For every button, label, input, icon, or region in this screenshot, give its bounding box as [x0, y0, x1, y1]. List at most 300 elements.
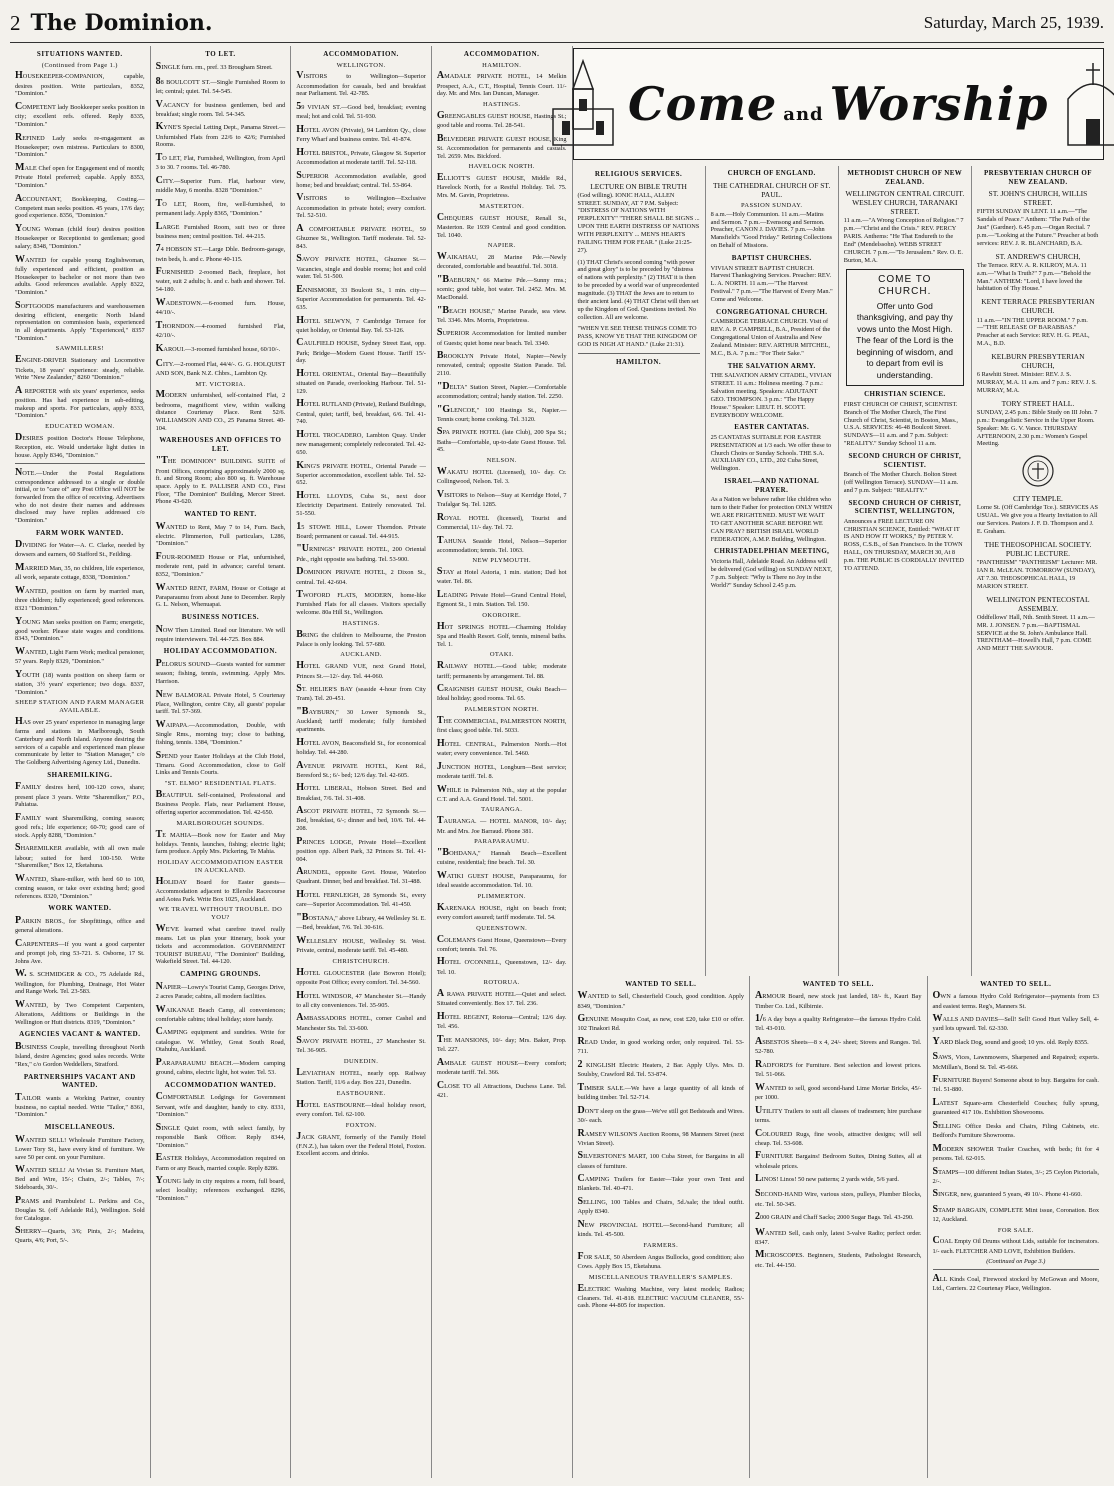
- classified-ad: REFINED Lady seeks re-engagement as Housekeeper; own mistress. Particulars to 8300, "Dominion.": [15, 131, 145, 159]
- church-text: FIFTH SUNDAY IN LENT. 11 a.m.—"The Sandals of Peace." Anthem: "The Path of the Just" (Gardner). 6.45 p.m.—Organ Recital. 7 p.m.—"Looking at the Future." Preacher at both services: REV. J. R. BLANCHARD, B.A.: [976, 208, 1099, 247]
- section-heading: BUSINESS NOTICES.: [181, 613, 260, 622]
- classified-ad: STAMP BARGAIN, COMPLETE Mint issue, Coronation. Box 12, Auckland.: [932, 1203, 1099, 1223]
- classified-ad: WANTED SELL! Wholesale Furniture Factory, Lower Tory St., have every kind of furniture. We save 50 per cent. on your Furniture.: [15, 1133, 145, 1161]
- classified-ad: ELECTRIC Washing Machine, very latest models; Radios; Cleaners. Tel. 41-818. ELECTRIC VACUUM CLEANER, 55/- cash. Phone 44-805 for inspection.: [577, 1282, 744, 1310]
- page-number: 2: [10, 11, 21, 35]
- column-wanted-to-sell-3: [928, 976, 1105, 1478]
- issue-date: Saturday, March 25, 1939.: [923, 13, 1104, 32]
- accommodation-ad: TAHUNA Seaside Hotel, Nelson—Superior accommodation; tennis. Tel. 1063.: [436, 534, 567, 554]
- section-heading: ACCOMMODATION.: [323, 50, 399, 58]
- town-heading: MASTERTON.: [479, 202, 525, 210]
- classified-ad: W. S. SCHMIDGER & CO., 75 Adelaide Rd., Wellington, for Plumbing, Drainage, Hot Water and Range Work. Tel. 23-583.: [15, 968, 145, 996]
- classified-ad: THORNDON.—4-roomed furnished Flat, 42/10/-.: [155, 319, 286, 339]
- church-name: WELLINGTON PENTECOSTAL ASSEMBLY.: [986, 594, 1090, 613]
- accommodation-ad: VISITORS to Wellington—Exclusive Accommodation in private hotel; every comfort. Tel. 52-510.: [296, 192, 426, 220]
- accommodation-ad: HOTEL LLOYDS, Cuba St., next door Electricity Department. Entirely renovated. Tel. 51-550.: [296, 490, 426, 517]
- classified-ad: EASTER Holidays, Accommodation required on Farm or any Beach, married couple. Reply 8286.: [155, 1152, 286, 1172]
- section-heading: WORK WANTED.: [48, 904, 112, 913]
- section-heading: WANTED TO SELL.: [980, 979, 1052, 988]
- accommodation-ad: VISITORS to Wellington—Superior Accommodation for casuals, bed and breakfast near Parliament. Tel. 42-785.: [296, 70, 426, 98]
- classified-ad: SILVERSTONE'S MART, 100 Cuba Street, for Bargains in all classes of furniture.: [577, 1150, 744, 1170]
- accommodation-ad: TWOFORD FLATS, MODERN, home-like Furnished Flats for all classes. Visitors specially welcome. 80a Hill St., Wellington.: [296, 589, 426, 617]
- accommodation-ad: CHEQUERS GUEST HOUSE, Renall St., Masterton. Re 1939 Central and good condition. Tel. 1040.: [436, 211, 567, 239]
- accommodation-ad: HOTEL EASTBOURNE—Ideal holiday resort, every comfort. Tel. 62-100.: [296, 1098, 426, 1118]
- accommodation-ad: AMBASSADORS HOTEL, corner Cashel and Manchester Sts. Tel. 33-600.: [296, 1012, 426, 1032]
- classified-ad: ARMOUR Board, new stock just landed, 18/- ft., Kauri Bay Timber Co. Ltd., Kilbirnie.: [755, 990, 922, 1010]
- town-heading: AUCKLAND.: [340, 651, 382, 659]
- accommodation-ad: CLOSE TO all Attractions, Duchess Lane. Tel. 421.: [436, 1079, 567, 1099]
- classified-ad: FOR SALE, 50 Aberdeen Angus Bullocks, good condition; also Cows. Apply Box 15, Eketahuna.: [577, 1250, 744, 1270]
- classified-ad: SELLING Office Desks and Chairs, Filing Cabinets, etc. Bedford's Furniture Showrooms.: [932, 1119, 1099, 1140]
- accommodation-ad: WAIKAHAU, 28 Marine Pde.—Newly decorated, comfortable and beautiful. Tel. 3018.: [436, 251, 567, 271]
- classified-ad: 88 BOULCOTT ST.—Single Furnished Room to let; central; quiet. Tel. 54-545.: [155, 75, 286, 95]
- church-text: The Terrace. REV. A. R. KILROY, M.A. 11 a.m.—"What Is Truth?" 7 p.m.—"Behold the Man." ANTHEM: "Lord, I have loved the habitation of Thy House.": [976, 261, 1091, 293]
- accommodation-ad: "BAEBURN," 66 Marine Pde.—Sunny rms.; scenic; good table, hot water. Tel. 2452. Mrs. M. MacDonald.: [436, 273, 567, 301]
- church-text: 8 a.m.—Holy Communion. 11 a.m.—Matins and Sermon. 7 p.m.—Evensong and Sermon. Preacher, CANON J. DAVIES. 7 p.m.—John Mansfield's "Good Friday." Retiring Collections on Behalf of Missions.: [710, 210, 833, 250]
- accommodation-ad: HOTEL GLOUCESTER (late Bowron Hotel); opposite Post Office; every comfort. Tel. 34-560.: [296, 966, 426, 986]
- classified-ad: TO LET, Flat, Furnished, Wellington, from April 3 to 30. 7 rooms. Tel. 46-780.: [155, 151, 286, 172]
- accommodation-ad: HOTEL O'CONNELL, Queenstown, 12/- day. Tel. 10.: [436, 956, 567, 976]
- classified-ad: NEW BALMORAL Private Hotel, 5 Courtenay Place, Wellington, centre City, all guests' popular tariff. Tel. 57-369.: [155, 688, 286, 716]
- classified-ad: YOUNG Man seeks position on Farm; energetic, good worker. Please state wages and conditions. 8343, "Dominion.": [15, 615, 145, 643]
- classified-ad: UTILITY Trailers to suit all classes of tradesmen; hire purchase terms.: [755, 1104, 922, 1124]
- classified-ad: HAS over 25 years' experience in managing large farms and stations in Marlborough, South Canterbury and North Island. Anyone desiring the services of a capable and experienced man please communicate by letter to "Station Manager," c/o The Goldberg Advertising Agency Ltd., Dunedin.: [15, 716, 145, 767]
- classified-ad: BEAUTIFUL Self-contained, Professional and Business People. Flats, near Parliament House, offering superior accommodation. Tel. 42-650.: [155, 789, 286, 816]
- accommodation-ad: GREENGABLES GUEST HOUSE, Hastings St.; good table and rooms. Tel. 28-541.: [436, 109, 567, 130]
- worship-title-word: Come: [628, 77, 778, 131]
- classified-ad: WANTED for capable young Englishwoman, fully experienced and efficient, position as Housekeeper to bachelor or not more than two adults. Good references available. Apply 8322, "Dominion.": [15, 253, 145, 296]
- section-heading: WANTED TO SELL.: [802, 979, 874, 988]
- classified-ad: WANTED, position on farm by married man, three children; fully experienced; good references. 8321 "Dominion.": [15, 584, 145, 612]
- town-heading: HAMILTON.: [482, 61, 522, 69]
- church-name: LECTURE ON BIBLE TRUTH: [590, 181, 687, 191]
- church-text: 11 a.m.—"IN THE UPPER ROOM." 7 p.m.—"THE RELEASE OF BARABBAS." Preacher at each Service: REV. H. G. PEAL, M.A., B.D.: [976, 316, 1090, 348]
- ad-heading: FOR SALE.: [997, 1226, 1034, 1234]
- accommodation-ad: "GLENCOE," 100 Hastings St., Napier.—Tennis court; home cooking. Tel. 3120.: [436, 403, 567, 423]
- classified-ad: WANTED, Light Farm Work; medical pensioner, 57 years. Reply 8329, "Dominion.": [15, 646, 145, 666]
- classified-ad: TAILOR wants a Working Partner, country business, no capital needed. Write "Tailor," 8361, "Dominion.": [15, 1091, 145, 1119]
- classified-ad: COLOURED Rugs, fine wools, attractive designs; will sell cheap. Tel. 53-608.: [755, 1127, 922, 1147]
- church-text: 25 CANTATAS SUITABLE FOR EASTER PRESENTATION at 1/3 each. We offer these to Church Choirs or Sunday Schools. THE S.A. AUXILIARY CO., LTD., 202 Cuba Street, Wellington.: [710, 433, 832, 473]
- accommodation-ad: ARUNDEL, opposite Govt. House, Waterloo Quadrant. Dinner, bed and breakfast. Tel. 31-488.: [296, 866, 426, 886]
- column-religious-services: [573, 166, 706, 976]
- accommodation-ad: CRAIGNISH GUEST HOUSE, Otaki Beach—Ideal holiday; good rooms. Tel. 65.: [436, 683, 567, 703]
- town-heading: HASTINGS.: [483, 100, 521, 108]
- church-text: (1) THAT Christ's second coming "with power and great glory" is to be preceded by "distress of nations with perplexity." (2) THAT it is then to be preceded by a world war of unprecedented magnitude. (3) THAT the Jews are to return to their ancient land. (4) THAT Christ will then set up the Kingdom of God. Questions invited. No collection. All are welcome.: [577, 258, 699, 321]
- accommodation-ad: HOTEL RUTLAND (Private), Rutland Buildings, Central, quiet; tariff, bed, breakfast, 6/6. Tel. 41-740.: [296, 398, 426, 426]
- town-heading: NEW PLYMOUTH.: [472, 557, 531, 565]
- church-text: "WHEN YE SEE THESE THINGS COME TO PASS, KNOW YE THAT THE KINGDOM OF GOD IS NIGH AT HAND." (Luke 21:31).: [577, 325, 698, 349]
- accommodation-ad: KARENAKA HOUSE, right on beach front; every comfort assured; tariff moderate. Tel. 54.: [436, 901, 567, 921]
- masthead: [10, 4, 1104, 43]
- church-text: SUNDAY, 2.45 p.m.: Bible Study on III John. 7 p.m.: Evangelistic Service in the Upper Room. Speaker: Mr. G. V. Vance. THURSDAY AFTERNOON, 2.30 p.m.: Women's Gospel Meeting.: [976, 408, 1098, 448]
- accommodation-ad: HOTEL SELWYN, 7 Cambridge Terrace for quiet holiday, or Oriental Bay. Tel. 53-126.: [296, 314, 426, 334]
- accommodation-ad: AMBALE GUEST HOUSE—Every comfort; moderate tariff. Tel. 366.: [436, 1056, 567, 1076]
- classified-ad: HOUSEKEEPER-COMPANION, capable, desires position. Write particulars, 8352, "Dominion.": [15, 70, 145, 98]
- classified-ad: GENUINE Mosquito Coat, as new, cost £20, take £10 or offer. 102 Tinakori Rd.: [577, 1013, 744, 1033]
- section-heading: WAREHOUSES AND OFFICES TO LET.: [159, 436, 282, 453]
- church-name: CITY TEMPLE.: [1012, 494, 1063, 504]
- classified-ad: READ Under, in good working order, only required. Tel. 53-711.: [577, 1036, 744, 1056]
- accommodation-ad: "BAYBURN," 30 Lower Symonds St., Auckland; tariff moderate; fully furnished apartments.: [296, 706, 426, 733]
- accommodation-ad: ASCOT PRIVATE HOTEL, 72 Symonds St.—Bed, breakfast, 6/-; dinner and bed, 10/6. Tel. 44-208.: [296, 805, 426, 833]
- ad-heading: EDUCATED WOMAN.: [45, 423, 115, 431]
- accommodation-ad: JUNCTION HOTEL, Longburn—Best service; moderate tariff. Tel. 8.: [436, 760, 567, 780]
- church-text: 11 a.m.—"A Wrong Conception of Religion." 7 p.m.—"Christ and the Crisis." REV. PERCY PARIS. Anthems: "He That Endureth to the End" (Mendelssohn). WEBB STREET CHURCH. 7 p.m.—"To Jerusalem." Rev. O. E. Burton, M.A.: [843, 217, 964, 264]
- worship-title: [628, 77, 1048, 131]
- church-text: "PANTHEISM" "PANTHEISM" Lecturer: MR. IAN R. McLEAN. TOMORROW (SUNDAY), AT 7.30. THEOSOPHICAL HALL, 19 MARION STREET.: [976, 559, 1098, 590]
- classified-ad: FAMILY want Sharemilking, coming season; good refs.; life experience; 60-70; good care of stock. Apply 8288, "Dominion.": [15, 811, 145, 839]
- classified-ad: SINGER, new, guaranteed 5 years, 49 10/-. Phone 41-660.: [932, 1188, 1082, 1200]
- church-name: ST. ANDREW'S CHURCH,: [995, 251, 1081, 261]
- column-accommodation-1: [291, 46, 432, 1478]
- town-heading: PARAPARAUMU.: [474, 838, 530, 846]
- classified-ad: WANTED RENT, FARM, House or Cottage at Paraparaumu from about June to December. Reply G. L. Nelson, Whenuapai.: [155, 581, 286, 609]
- classified-ad: CITY.—Superior Furn. Flat, harbour view, middle May, 6 months. 8328 "Dominion.": [155, 174, 286, 195]
- continued-note: (Continued on Page 3.): [986, 1258, 1046, 1266]
- section-heading: HAMILTON.: [615, 358, 662, 366]
- ad-heading: MT. VICTORIA.: [195, 380, 246, 388]
- accommodation-ad: KING'S PRIVATE HOTEL, Oriental Parade — Superior accommodation, excellent table. Tel. 52-652.: [296, 459, 426, 487]
- town-heading: OKOROIRE.: [482, 612, 522, 620]
- postal-notice: NOTE.—Under the Postal Regulations correspondence addressed to a single or double initial, or to "care of" any Post Office will NOT be forwarded from the office of receiving. Advertisers who do not desire their names and addresses disclosed may have replies addressed c/o "Dominion.": [15, 466, 145, 525]
- classified-ad: WAIKANAE Beach Camp, all conveniences; comfortable cabins; ideal holiday; store handy.: [155, 1003, 286, 1023]
- accommodation-ad: BRING the children to Melbourne, the Preston Palace is only looking. Tel. 57-680.: [296, 628, 426, 648]
- classified-ad: COMFORTABLE Lodgings for Government Servant, wife and daughter, handy to city. 8331, "Dominion.": [155, 1091, 286, 1119]
- classified-ad: SPEND your Easter Holidays at the Club Hotel, Timaru. Good Accommodation, close to Golf Links and Tennis Courts.: [155, 749, 286, 777]
- town-heading: PLIMMERTON.: [477, 892, 526, 900]
- accommodation-ad: AMADALE PRIVATE HOTEL, 14 Melkin Prospect, A.A., C.T., Hospital, Tennis Court. 11/- day. Mr. and Mrs. Ian Duncan, Manager.: [436, 70, 567, 98]
- box-title: COME TO CHURCH.: [878, 273, 932, 297]
- section-heading: CHRISTADELPHIAN MEETING,: [714, 547, 830, 556]
- church-name: WELLINGTON CENTRAL CIRCUIT. WESLEY CHURCH, TARANAKI STREET.: [845, 189, 965, 217]
- accommodation-ad: JACK GRANT, formerly of the Family Hotel (F.N.Z.), has taken over the Federal Hotel, Foxton. Excellent accom. and drinks.: [296, 1130, 426, 1158]
- accommodation-ad: STAY at Hotel Astoria, 1 min. station; Dad hot water. Tel. 86.: [436, 566, 567, 586]
- classified-ad: WANTED SELL! At Vivian St. Furniture Mart, Bed and Wire, 15/-; Chairs, 2/-; Tables, 7/-; Sideboards, 30/-.: [15, 1164, 145, 1192]
- classified-ad: DESIRES position Doctor's House Telephone, Reception, etc. Would undertake light duties in house. Apply 8346, "Dominion.": [15, 431, 145, 459]
- section-heading: SITUATIONS WANTED.: [36, 50, 123, 58]
- classified-ad: SECOND-HAND Wire, various sizes, pulleys, Plumber Blocks, etc. Tel. 50-345.: [755, 1188, 922, 1208]
- section-heading: THE SALVATION ARMY.: [727, 361, 816, 370]
- classified-ad: SELLING, 100 Tables and Chairs, 5d./sale; the ideal outfit. Apply 8340.: [577, 1196, 744, 1216]
- section-heading: PRESBYTERIAN CHURCH OF NEW ZEALAND.: [983, 169, 1092, 186]
- accommodation-ad: SAVOY PRIVATE HOTEL, Ghuznee St.—Vacancies, single and double rooms; hot and cold water. Tel. 51-500.: [296, 253, 426, 281]
- classified-ad: RADFORD'S for Furniture. Best selection and lowest prices. Tel. 51-066.: [755, 1058, 922, 1079]
- ad-heading: MISCELLANEOUS TRAVELLER'S SAMPLES.: [588, 1273, 733, 1281]
- section-heading: BAPTIST CHURCHES.: [731, 254, 812, 263]
- accommodation-ad: "DELTA" Station Street, Napier.—Comfortable accommodation; central; handy station. Tel. 2250.: [436, 380, 567, 400]
- church-text: As a Nation we behave rather like children who turn to their Father for protection ONLY WHEN WE ARE FRIGHTENED. MUST WE WAIT TO GET ANOTHER SCARE BEFORE WE CAN PRAY? BRITISH ISRAEL WORLD FEDERATION, A.M.P. Building, Wellington.: [710, 496, 833, 543]
- church-illustration-icon: [548, 59, 618, 149]
- accommodation-ad: AVENUE PRIVATE HOTEL, Kent Rd., Beresford St.; 6/- bed; 12/6 day. Tel. 42-605.: [296, 759, 426, 779]
- classified-ad: MODERN unfurnished, self-contained Flat, 2 bedrooms, magnificent view, within walking distance Courtenay Place. Rent 52/6. WILLIAMSON AND CO., 25 Panama Street. 40-104.: [155, 389, 286, 432]
- column-presbyterian: [972, 166, 1104, 976]
- accommodation-ad: BELVEDERE PRIVATE GUEST HOUSE, King St. Accommodation for permanents and casuals. Tel. 2659. Mrs. Bickford.: [436, 132, 567, 160]
- church-text: Oddfellows' Hall, Nth. Smith Street. 11 a.m.—MR. J. JONSEN. 7 p.m.—BAPTISMAL SERVICE at the St. John's Ambulance Hall. TRENTHAM—Howell's Hall, 7 p.m. COME AND MEET THE SAVIOUR.: [976, 613, 1095, 653]
- accommodation-ad: ENNISMORE, 33 Boulcott St., 1 min. city—Superior Accommodation for permanents. Tel. 42-635.: [296, 284, 426, 311]
- accommodation-ad: COLEMAN'S Guest House, Queenstown—Every comfort; tennis. Tel. 76.: [436, 933, 567, 953]
- section-heading: AGENCIES VACANT & WANTED.: [19, 1030, 141, 1039]
- accommodation-ad: HOTEL AVON, Beaconsfield St., for economical holiday. Tel. 44-280.: [296, 736, 426, 756]
- classified-ad: FAMILY desires herd, 100-120 cows, share; present place 3 years. Write "Sharemilker," P.O., Pahiatua.: [15, 781, 145, 809]
- church-name: ST. JOHN'S CHURCH, WILLIS STREET.: [988, 189, 1088, 208]
- church-name: TORY STREET HALL.: [1001, 398, 1075, 408]
- classified-ad: COAL Empty Oil Drums without Lids, suitable for incinerators. 1/- each. FLETCHER AND LOVE, Exhibition Builders.: [932, 1235, 1099, 1255]
- accommodation-ad: HOT SPRINGS HOTEL—Charming Holiday Spa and Health Resort. Golf, tennis, mineral baths. Tel. 1.: [436, 620, 567, 648]
- section-subheading: (Continued from Page 1.): [41, 61, 118, 69]
- classified-ad: FOUR-ROOMED House or Flat, unfurnished, moderate rent, paid in advance; careful tenant. 8352, "Dominion.": [155, 551, 286, 578]
- divider: [933, 1269, 1100, 1270]
- classified-ad: FURNITURE Buyers! Someone about to buy. Bargains for cash. Tel. 51-880.: [932, 1074, 1099, 1094]
- town-heading: QUEENSTOWN.: [476, 924, 528, 932]
- accommodation-ad: THE COMMERCIAL, PALMERSTON NORTH, first class; good table. Tel. 5033.: [436, 715, 567, 735]
- divider: [578, 353, 700, 354]
- accommodation-ad: HOTEL BRISTOL, Private, Glasgow St. Superior Accommodation at moderate tariff. Tel. 52-118.: [296, 146, 426, 166]
- worship-title-word: Worship: [829, 77, 1049, 131]
- town-heading: HAVELOCK NORTH.: [468, 163, 535, 171]
- accommodation-ad: WELLESLEY HOUSE, Wellesley St. West. Private, central, moderate tariff. Tel. 45-480.: [296, 934, 426, 955]
- church-text: Victoria Hall, Adelaide Road. An Address will be delivered (God willing) on SUNDAY NEXT, 7 p.m. Subject: "Why is There no Joy in the World?" Sunday School 2.45 p.m.: [710, 557, 832, 589]
- section-heading: SHAREMILKING.: [47, 770, 113, 779]
- classified-ad: OWN a famous Hydro Cold Refrigerator—payments from £3 and easiest terms. Reg's, Manners St.: [932, 990, 1099, 1010]
- section-heading: MISCELLANEOUS.: [44, 1123, 115, 1132]
- accommodation-ad: SUPERIOR Accommodation available, good home; bed and breakfast; central. Tel. 53-864.: [296, 169, 426, 189]
- town-heading: EASTBOURNE.: [336, 1089, 386, 1097]
- accommodation-ad: "BOSTANA," above Library, 44 Wellesley St. E.—Bed, breakfast, 7/6. Tel. 30-616.: [296, 912, 426, 932]
- classified-ad: ASBESTOS Sheets—8 x 4, 24/- sheet; Stoves and Ranges. Tel. 52-780.: [755, 1036, 922, 1056]
- classified-ad: WADESTOWN.—6-roomed furn. House, 44/10/-.: [155, 296, 286, 316]
- accommodation-ad: A COMFORTABLE PRIVATE HOTEL, 59 Ghuznee St., Wellington. Tariff moderate. Tel. 52-843.: [296, 222, 426, 250]
- classified-ad: WALLS AND DAVIES—Sell! Sell! Good Hurt Valley Sell, 4-yard lots upward. Tel. 62-330.: [932, 1013, 1099, 1033]
- classified-ad: YOUNG lady in city requires a room, full board, select locality; references exchanged. 8296, "Dominion.": [155, 1175, 286, 1203]
- box-body: Offer unto God thanksgiving, and pay thy vows unto the Most High. The fear of the Lord is the beginning of wisdom, and to depart from evil is understanding.: [856, 301, 954, 380]
- classified-ad: SOFTGOODS manufacturers and warehousemen desiring efficient, energetic North Island representation on commission basis, experienced in all departments. Apply "Experienced," 8357 "Dominion.": [15, 299, 145, 342]
- church-text: FIRST CHURCH OF CHRIST, SCIENTIST. Branch of The Mother Church, The First Church of Christ, Scientist, in Boston, Mass., U.S.A. SERVICES: 46-48 Boulcott Street. SUNDAYS—11 a.m. and 7 p.m. Subject: "REALITY." Sunday School 11 a.m.: [843, 400, 958, 448]
- accommodation-ad: RAILWAY HOTEL.—Good table; moderate tariff; permanents by arrangement. Tel. 88.: [436, 660, 567, 680]
- town-heading: NAPIER.: [487, 242, 516, 250]
- accommodation-ad: "BOHDANA," Hannah Beach—Excellent cuisine, residential; fine beach. Tel. 30.: [436, 847, 567, 867]
- section-heading: ACCOMMODATION WANTED.: [164, 1080, 277, 1089]
- accommodation-ad: WATIKI GUEST HOUSE, Paraparaumu, for ideal seaside accommodation. Tel. 10.: [436, 870, 567, 890]
- classified-ad: COMPETENT lady Bookkeeper seeks position in city; excellent refs. offered. Reply 8335, "Dominion.": [15, 100, 145, 128]
- classified-ad: WE'VE learned what carefree travel really means. Let us plan your itinerary, book your tickets and accommodation. GOVERNMENT TOURIST BUREAU, "The Dominion" Building, Wakefield Street. Tel. 44-120.: [155, 923, 286, 966]
- classified-ad: WANTED, Share-milker, with herd 60 to 100, coming season, or take over existing herd; good references. 8320, "Dominion.": [15, 872, 145, 900]
- classified-ad: SINGLE furn. rm., pref. 33 Brougham Street.: [155, 60, 273, 72]
- ad-heading: HOLIDAY ACCOMMODATION EASTER IN AUCKLAND.: [157, 859, 284, 874]
- classified-ad: CAMPING equipment and sundries. Write for catalogue. W. Whitley, Great South Road, Otahuhu, Auckland.: [155, 1026, 286, 1054]
- column-wanted-to-sell-1: [573, 976, 751, 1478]
- town-heading: TAURANGA.: [481, 806, 523, 814]
- town-heading: HASTINGS.: [342, 619, 380, 627]
- classified-ad: LINOS! Linos! 50 new patterns; 2 yards wide, 5/6 yard.: [755, 1173, 899, 1185]
- classified-ad: RAMSEY WILSON'S Auction Rooms, 98 Manners Street (next Vivian Street).: [577, 1127, 744, 1147]
- section-heading: CHRISTIAN SCIENCE.: [864, 390, 946, 399]
- classified-ad: NAPIER—Lowry's Tourist Camp, Georges Drive, 2 acres Parade; cabins, all modern facilities.: [155, 980, 286, 1000]
- column-church-of-england: [706, 166, 839, 976]
- classified-ad: 1/6 A day buys a quality Refrigerator—the famous Hydro Cold. Tel. 43-010.: [755, 1013, 922, 1033]
- worship-banner: [573, 48, 1104, 160]
- columns: [10, 46, 1104, 1478]
- classified-ad: A REPORTER with six years' experience, seeks position. Has had experience in sub-editing, makeup and sports. For particulars, apply 8333, "Dominion.": [15, 384, 145, 420]
- section-heading: ACCOMMODATION.: [463, 50, 540, 58]
- accommodation-ad: 15 STOWE HILL, Lower Thorndon. Private Board; permanent or casual. Tel. 44-915.: [296, 520, 426, 540]
- accommodation-ad: ROYAL HOTEL (licensed), Tourist and Commercial, 11/- day. Tel. 72.: [436, 511, 567, 531]
- classified-ad: "THE DOMINION" BUILDING. SUITE of Front Offices, comprising approximately 2000 sq. ft. and Strong Room; also 800 sq. ft. Warehouse space. Apply to E. PALLISER AND CO., First Floor, "The Dominion" Building, Mercer Street. Phone 43-620.: [155, 455, 286, 506]
- classified-ad: LARGE Furnished Room, suit two or three business men; central position. Tel. 44-215.: [155, 220, 286, 240]
- church-name: KENT TERRACE PRESBYTERIAN CHURCH.: [981, 297, 1095, 316]
- come-to-church-box: [846, 269, 964, 387]
- section-heading: TO LET.: [205, 50, 236, 58]
- accommodation-ad: BROOKLYN Private Hotel, Napier—Newly renovated, central; opposite Station Parade. Tel. 2110.: [436, 350, 567, 378]
- accommodation-ad: WAKATU HOTEL (Licensed), 10/- day. Cr. Collingwood, Nelson. Tel. 3.: [436, 465, 567, 486]
- accommodation-ad: CAULFIELD HOUSE, Sydney Street East, opp. Park; Bridge—Modern Guest House. Tariff 15/- day.: [296, 337, 426, 365]
- worship-title-and: and: [783, 104, 824, 125]
- accommodation-ad: SPA PRIVATE HOTEL (late Club), 200 Spa St.; Baths—Comfortable, up-to-date Guest House. Tel. 45.: [436, 426, 567, 454]
- accommodation-ad: SUPERIOR Accommodation for limited number of Guests; quiet home near beach. Tel. 3340.: [436, 327, 567, 347]
- city-temple-emblem: [977, 454, 1099, 488]
- classified-ad: TIMBER SALE.—We have a large quantity of all kinds of building timber. Tel. 52-714.: [577, 1081, 744, 1102]
- section-heading: ISRAEL—AND NATIONAL PRAYER.: [724, 477, 820, 494]
- classified-ad: PELORUS SOUND—Guests wanted for summer season; fishing, tennis, swimming. Apply Mrs. Harrison.: [155, 658, 286, 685]
- accommodation-ad: HOTEL TROCADERO, Lambton Quay. Under new management; completely redecorated. Tel. 42-650.: [296, 429, 426, 456]
- accommodation-ad: LEVIATHAN HOTEL, nearly opp. Railway Station. Tariff, 11/6 a day. Box 221, Dunedin.: [296, 1067, 426, 1087]
- accommodation-ad: PRINCES LODGE, Private Hotel—Excellent position opp. Albert Park, 32 Princes St. Tel. 41-004.: [296, 835, 426, 863]
- classified-ad: MARRIED Man, 35, no children, life experience, all work, separate cottage, 8338, "Dominion.": [15, 562, 145, 582]
- accommodation-ad: "BEACH HOUSE," Marine Parade, sea view. Tel. 3346. Mrs. Morris, Proprietress.: [436, 304, 567, 324]
- accommodation-ad: HOTEL ORIENTAL, Oriental Bay—Beautifully situated on Parade, overlooking Harbour. Tel. 51-129.: [296, 367, 426, 395]
- section-heading: CONGREGATIONAL CHURCH.: [716, 307, 828, 316]
- classified-ad: SINGLE Quiet room, with select family, by responsible Bank Officer. Reply 8344, "Dominion.": [155, 1121, 286, 1149]
- accommodation-ad: WHILE in Palmerston Nth., stay at the popular C.T. and A.A. Grand Hotel. Tel. 5001.: [436, 783, 567, 803]
- accommodation-ad: 59 VIVIAN ST.—Good bed, breakfast; evening meal; hot and cold. Tel. 51-930.: [296, 100, 426, 121]
- section-heading: FARM WORK WANTED.: [35, 528, 124, 537]
- town-heading: WELLINGTON.: [336, 61, 386, 69]
- church-text: VIVIAN STREET BAPTIST CHURCH. Harvest Thanksgiving Services. Preacher: REV. L. A. NORTH. 11 a.m.—"The Harvest Festival." 7 p.m.—"The Harvest of Every Man." Come and Welcome.: [710, 264, 833, 303]
- town-heading: NELSON.: [486, 457, 517, 465]
- church-text: CAMBRIDGE TERRACE CHURCH. Visit of REV. A. P. CAMPBELL, B.A., President of the Congregational Union of Australia and New Zealand. Minister: REV. ARTHUR MITCHEL, M.C., B.A. 7 p.m.: "For Their Sake.": [710, 318, 831, 357]
- accommodation-ad: HOTEL CENTRAL, Palmerston North.—Hot water; every convenience. Tel. 5460.: [436, 737, 567, 758]
- accommodation-ad: HOTEL WINDSOR, 47 Manchester St.—Handy to all city conveniences. Tel. 35-905.: [296, 989, 426, 1009]
- classified-ad: WANTED Sell, cash only, latest 3-valve Radio; perfect order. 8347.: [755, 1226, 922, 1246]
- classified-ad: YARD Black Dog, sound and good; 10 yrs. old. Reply 8355.: [932, 1036, 1089, 1048]
- classified-ad: CITY.—2-roomed Flat, 44/4/-. G. G. HOLQUIST AND SON, Bank N.Z. Chbrs., Lambton Qy.: [155, 357, 286, 377]
- wanted-to-sell-row: [573, 976, 1104, 1478]
- column-situations-wanted: [10, 46, 151, 1478]
- section-heading: METHODIST CHURCH OF NEW ZEALAND.: [847, 169, 963, 186]
- classified-ad: TO LET, Room, fire, well-furnished, to permanent lady. Apply 8365, "Dominion.": [155, 197, 286, 217]
- church-text: Lorne St. (Off Cambridge Tce.). SERVICES AS USUAL. We give you a Hearty Invitation to All our Services. Pastors J. F. D. Thompson and J. E. Graham.: [976, 504, 1098, 535]
- classified-ad: SHERRY—Quarts, 3/6; Pints, 2/-; Madeira, Quarts, 4/6; Port, 5/-.: [15, 1225, 145, 1245]
- section-heading: SECOND CHURCH OF CHRIST, SCIENTIST, WELLINGTON,: [848, 498, 962, 516]
- accommodation-ad: HOTEL GRAND VUE, next Grand Hotel, Princes St.—12/- day. Tel. 44-060.: [296, 660, 426, 680]
- classified-ad: SAWS, Vices, Lawnmowers, Sharpened and Repaired; experts. McMillan's, Bond St. Tel. 45-666.: [932, 1051, 1099, 1071]
- classified-ad: BUSINESS Couple, travelling throughout North Island, desire Agencies; good sales records. Write "Rex," c/o Gordon Weddellers, Stratford.: [15, 1040, 145, 1068]
- town-heading: FOXTON.: [345, 1121, 377, 1129]
- church-text: Branch of The Mother Church. Bolton Street (off Wellington Terrace). SUNDAY—11 a.m. and 7 p.m. Subject: "REALITY.": [843, 471, 959, 494]
- classified-ad: HOLIDAY Board for Easter guests—Accommodation adjacent to Ellerslie Racecourse and Aotea Park. Write Box 1025, Auckland.: [155, 875, 286, 903]
- section-heading: CHURCH OF ENGLAND.: [727, 169, 816, 177]
- section-heading: WANTED TO RENT.: [184, 509, 257, 518]
- accommodation-ad: VISITORS to Nelson—Stay at Kerridge Hotel, 7 Trafalgar Sq. Tel. 1285.: [436, 488, 567, 508]
- classified-ad: WANTED to Sell, Chesterfield Couch, good condition. Apply 8349, "Dominion.": [577, 990, 744, 1010]
- classified-ad: MODERN SHOWER Trailer Coaches, with beds; fit for 4 persons. Tel. 62-015.: [932, 1142, 1099, 1162]
- classified-ad: DIVIDING for Water—A. C. Clarke, needed by dowsers and earners, 60 Stafford St., Feilding.: [15, 539, 145, 559]
- classified-ad: ACCOUNTANT, Bookkeeping, Costing.—Competent man seeks position. 45 years, 17/6 day; good experience. 8356, "Dominion.": [15, 192, 145, 220]
- accommodation-ad: A RAWA PRIVATE HOTEL—Quiet and select. Situated conveniently. Box 17. Tel. 236.: [436, 988, 567, 1008]
- accommodation-ad: "URNINGS" PRIVATE HOTEL, 200 Oriental Pde., right opposite sea bathing. Tel. 53-900.: [296, 543, 426, 563]
- accommodation-ad: HOTEL LIBERAL, Hobson Street. Bed and Breakfast, 7/6. Tel. 31-408.: [296, 782, 426, 802]
- classified-ad: YOUTH (18) wants position on sheep farm or station, 3½ years' experience; two dogs. 8337, "Dominion.": [15, 668, 145, 696]
- accommodation-ad: LEADING Private Hotel—Grand Central Hotel, Egmont St., 1 min. Station. Tel. 150.: [436, 589, 567, 609]
- classified-ad: NEW PROVINCIAL HOTEL—Second-hand Furniture; all kinds. Tel. 45-500.: [577, 1219, 744, 1239]
- accommodation-ad: THE MANSIONS, 10/- day; Mrs. Baker, Prop. Tel. 227.: [436, 1033, 567, 1054]
- accommodation-ad: HOTEL REGENT, Rotorua—Central; 12/6 day. Tel. 456.: [436, 1011, 567, 1031]
- accommodation-ad: TAURANGA. — HOTEL MANOR, 10/- day; Mr. and Mrs. Joe Barraud. Phone 381.: [436, 815, 567, 835]
- church-text: 6 Rawhiti Street. Minister: REV. J. S. MURRAY, M.A. 11 a.m. and 7 p.m.: REV. J. S. MURRAY, M.A.: [976, 371, 1097, 394]
- classified-ad: WANTED to sell, good second-hand Lime Mortar Bricks, 45/- per 1000.: [755, 1081, 922, 1102]
- section-heading: RELIGIOUS SERVICES.: [594, 170, 683, 178]
- ad-heading: FARMERS.: [643, 1241, 679, 1249]
- section-heading: CAMPING GROUNDS.: [180, 970, 261, 979]
- church-illustration-icon: [1058, 59, 1114, 149]
- church-text: (God willing). IONIC HALL, ALLEN STREET. SUNDAY, AT 7 P.M. Subject: "DISTRESS OF NATIONS WITH PERPLEXITY" "THERE SHALL BE SIGNS ... UPON THE EARTH DISTRESS OF NATIONS WITH PERPLEXITY ... MEN'S HEARTS FAILING THEM FOR FEAR." (Luke 21:25-27).: [577, 191, 700, 254]
- church-name: THE THEOSOPHICAL SOCIETY. PUBLIC LECTURE.: [984, 539, 1092, 558]
- accommodation-ad: ST. HELIER'S BAY (seaside 4-hour from City Tram). Tel. 20-451.: [296, 683, 426, 703]
- ad-heading: SHEEP STATION AND FARM MANAGER AVAILABLE.: [15, 699, 145, 715]
- church-name: KELBURN PRESBYTERIAN CHURCH,: [991, 351, 1085, 371]
- classified-ad: WANTED, by Two Competent Carpenters, Alterations, Additions or Buildings in the Wellington or Hutt districts. 8319, "Dominion.": [15, 998, 145, 1026]
- church-text: THE SALVATION ARMY CITADEL, VIVIAN STREET. 11 a.m.: Holiness meeting. 7 p.m.: Salvation meeting. Speakers: ADJUTANT GEO. THOMPSON. 3 p.m.: "The Happy House." Speaker: LIEUT. H. SCOTT. EVERYBODY WELCOME.: [710, 372, 832, 419]
- column-wanted-to-sell-2: [750, 976, 928, 1478]
- ad-heading: MARLBOROUGH SOUNDS.: [176, 819, 265, 827]
- church-listings-row: [573, 166, 1104, 976]
- classified-ad: PARKIN BROS., for Shopfittings, office and general alterations.: [15, 915, 145, 935]
- classified-ad: 74 HOBSON ST.—Large Dble. Bedroom-garage, twin beds, h. and c. Phone 40-115.: [155, 243, 286, 263]
- classified-ad: KYNE'S Special Letting Dept., Panama Street.—Unfurnished Flats from 22/6 to 42/6; Furnished Rooms.: [155, 121, 286, 149]
- town-heading: CHRISTCHURCH.: [332, 957, 390, 965]
- ad-heading: SAWMILLERS!: [55, 345, 104, 353]
- classified-ad: MALE Chef open for Engagement end of month; Private Hotel preferred; capable. Apply 8353, "Dominion.": [15, 162, 145, 189]
- ad-heading: WE TRAVEL WITHOUT TROUBLE. DO YOU?: [158, 906, 283, 922]
- classified-ad: FURNITURE Bargains! Bedroom Suites, Dining Suites, all at wholesale prices.: [755, 1150, 922, 1170]
- classified-ad: KAROUI.—3-roomed furnished house, 60/10/-.: [155, 342, 281, 354]
- classified-ad: NOW Then Limited. Read our literature. We will require interviewers. Tel. 44-725. Box 884.: [155, 623, 286, 643]
- come-and-worship-area: [573, 46, 1104, 1478]
- classified-ad: YOUNG Woman (child four) desires position Housekeeper or Receptionist to gentleman; good salary; 8348, "Dominion.": [15, 223, 145, 250]
- classified-ad: WANTED to Rent, May 7 to 14, Furn. Bach, electric. Plimmerton, Full particulars, L286, "Dominion.": [155, 520, 286, 548]
- classified-ad: MICROSCOPES. Beginners, Students, Pathologist Research, etc. Tel. 44-150.: [755, 1249, 922, 1269]
- column-accommodation-2: [432, 46, 573, 1478]
- classified-ad: TE MAHIA—Book now for Easter and May holidays. Tennis, launches, fishing; electric light; farm produce. Apply Mrs. Pickering, Te Mahia.: [155, 828, 286, 856]
- classified-ad: WAIPAPA.—Accommodation, Double, with Single Rms., morning tray; close to bathing, fishing, tennis. 1384, "Dominion.": [155, 719, 286, 746]
- accommodation-ad: HOTEL FERNLEIGH, 28 Symonds St., every care—Superior Accommodation. Tel. 41-450.: [296, 889, 426, 909]
- accommodation-ad: HOTEL AVON (Private), 94 Lambton Qy., close Ferry Wharf and business centre. Tel. 41-874.: [296, 123, 426, 144]
- classified-ad: ALL Kinds Coal, Firewood stocked by McGowan and Moore, Ltd., Carriers. 22 Courtenay Place, Wellington.: [932, 1272, 1099, 1293]
- section-heading: EASTER CANTATAS.: [734, 423, 810, 432]
- masthead-left: [10, 10, 213, 36]
- section-heading: WANTED TO SELL.: [625, 979, 697, 988]
- accommodation-ad: DOMINION PRIVATE HOTEL, 2 Dixon St., central. Tel. 42-604.: [296, 566, 426, 586]
- classified-ad: STAMPS—100 different Indian States, 3/-; 25 Ceylon Pictorials, 2/-.: [932, 1165, 1099, 1185]
- section-heading: SECOND CHURCH OF CHRIST, SCIENTIST.: [848, 451, 962, 469]
- town-heading: PALMERSTON NORTH.: [464, 706, 540, 714]
- town-heading: DUNEDIN.: [343, 1058, 379, 1066]
- column-methodist: [839, 166, 972, 976]
- accommodation-ad: ELLIOTT'S GUEST HOUSE, Middle Rd., Havelock North, for a Restful Holiday. Tel. 75. Mrs. M. Gavin, Proprietress.: [436, 172, 567, 200]
- column-to-let: [151, 46, 292, 1478]
- classified-ad: PRAMS and Prambulets! L. Perkins and Co., Douglas St. (off Adelaide Rd.), Wellington. Sold for Catalogue.: [15, 1194, 145, 1222]
- accommodation-ad: SAVOY PRIVATE HOTEL, 27 Manchester St. Tel. 36-905.: [296, 1035, 426, 1055]
